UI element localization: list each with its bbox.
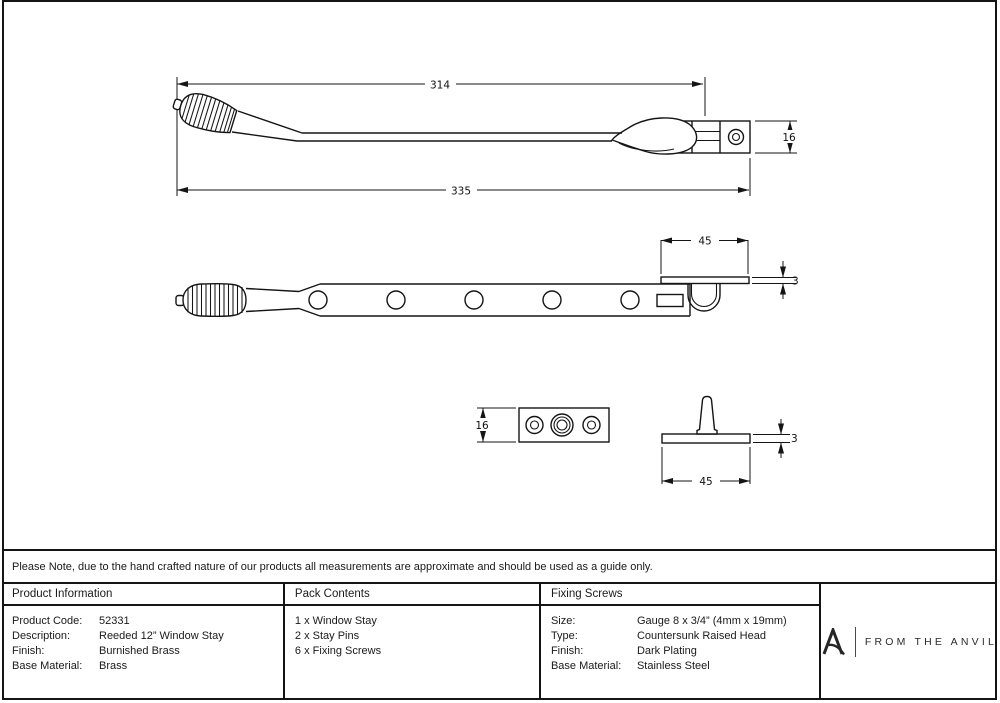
row-value: Gauge 8 x 3/4” (4mm x 19mm) [636,614,787,627]
reeded-handle-top [176,284,246,317]
dim-open-length-label: 314 [429,79,451,92]
keep-plate-view [473,408,609,442]
row-label: Size: [550,614,576,627]
top-view [176,234,799,316]
row-value: Brass [99,659,128,672]
pack-contents-header: Pack Contents [285,584,539,606]
row-label: Base Material: [12,659,83,672]
dim-plate-width-label: 45 [698,235,712,248]
fixing-screws-header: Fixing Screws [541,584,819,606]
table-row [12,613,283,628]
side-view [169,77,797,198]
fixing-screws-column [541,584,821,700]
anvil-logo-icon [821,628,846,656]
table-row [551,658,819,673]
row-label: Type: [550,629,578,642]
row-label: Description: [12,629,71,642]
table-row [551,643,819,658]
row-value: Burnished Brass [99,644,180,657]
pack-item: 1 x Window Stay [294,614,377,627]
row-value: Reeded 12” Window Stay [99,629,224,642]
product-information-column [2,584,285,700]
dim-bracket-height-label: 16 [782,132,796,144]
row-label: Base Material: [550,659,622,672]
row-label: Finish: [12,644,45,657]
row-value: Countersunk Raised Head [636,629,766,642]
dim-pin-width-label: 45 [699,476,713,488]
row-value: Stainless Steel [636,659,710,672]
end-slot [657,295,683,307]
note-bar [2,549,997,582]
note-text: Please Note, due to the hand crafted nature of our products all measurements are approximate and should be used as a guide only. [12,560,653,573]
dim-plate-thickness-label: 3 [792,275,799,288]
table-row [551,613,819,628]
dim-pin-thickness-label: 3 [791,433,798,445]
stay-pin-view [662,397,798,489]
row-label: Product Code: [12,614,83,627]
table-row [12,628,283,643]
table-row [12,643,283,658]
stay-holes [309,291,639,309]
dim-total-length-label: 335 [450,185,472,198]
dim-keep-plate-height-label: 16 [475,420,489,432]
pack-item: 6 x Fixing Screws [294,644,382,657]
reeded-handle-side [169,87,238,138]
product-information-header: Product Information [2,584,283,606]
brand-cell [821,584,997,700]
arm-end-knuckle [612,118,697,154]
table-row [12,658,283,673]
pack-contents-column [285,584,541,700]
screw-hole-icon [729,130,744,145]
table-row [551,628,819,643]
row-label: Finish: [550,644,584,657]
pin-cone [697,397,717,435]
logo-divider [855,627,856,657]
row-value: Dark Plating [636,644,697,657]
brand-logo [821,627,997,657]
row-value: 52331 [99,614,130,627]
mounting-plate-edge [661,277,749,284]
product-info-table [2,582,997,700]
pack-item: 2 x Stay Pins [294,629,360,642]
brand-name: FROM THE ANVIL [864,636,997,648]
